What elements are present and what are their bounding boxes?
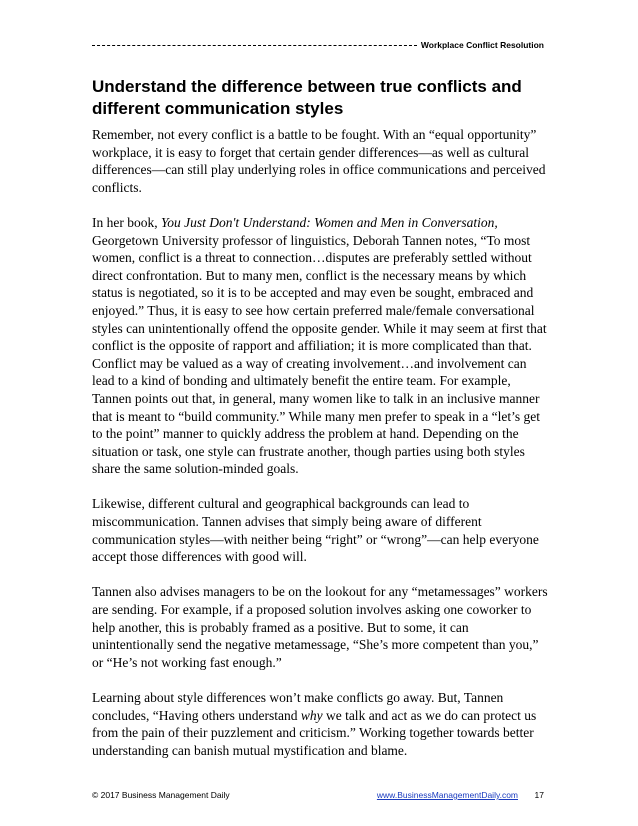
running-header — [92, 38, 544, 52]
article-body — [92, 126, 552, 777]
emphasis-why: why — [300, 707, 323, 723]
paragraph-4: Tannen also advises managers to be on the lookout for any “metamessages” workers are sending. For example, if a proposed solution involves asking one coworker to help another, this is probably framed as a positive. But to some, it can unintentionally send the negative metamessage, “She’s more competent than you,” or “He’s not working fast enough.” — [92, 584, 548, 670]
header-dashed-rule — [92, 45, 417, 46]
paragraph-5-intro: Learning about style differences won’t make conflicts go away. But, Tannen concludes, “Having others understand — [92, 690, 504, 723]
paragraph-5 — [92, 689, 552, 759]
section-heading: Understand the difference between true conflicts and different communication styles — [92, 77, 522, 118]
paragraph-2-intro: In her book, — [92, 214, 161, 230]
paragraph-5-body: we talk and act as we do can protect us from the pain of their puzzlement and criticism.” Working together towards better understanding can banish mutual mystification and blame. — [92, 707, 537, 758]
paragraph-1: Remember, not every conflict is a battle to be fought. With an “equal opportunity” workplace, it is easy to forget that certain gender differences—as well as cultural differences—can still play underlying roles in office communications and perceived conflicts. — [92, 127, 546, 195]
page-footer — [92, 789, 544, 801]
page-number: 17 — [534, 790, 544, 800]
paragraph-2-body: Georgetown University professor of linguistics, Deborah Tannen notes, “To most women, conflict is a threat to connection…disputes are preferably settled without direct confrontation. But to many men, conflict is the necessary means by which status is negotiated, so it is to be accepted and may even be sought, embraced and enjoyed.” Thus, it is easy to see how certain preferred male/female conversational styles can unintentionally offend the opposite gender. While it may seem at first that conflict is the opposite of rapport and affiliation; it is more complicated than that. Conflict may be valued as a way of creating involvement…and involvement can lead to a kind of bonding and ultimately benefit the entire team. For example, Tannen points out that, in general, many women like to talk in an inclusive manner that is meant to “build community.” While many men prefer to speak in a “let’s get to the point” manner to quickly address the problem at hand. Depending on the situation or task, one style can frustrate another, though parties using both styles share the same solution-minded goals. — [92, 232, 547, 477]
paragraph-2 — [92, 214, 552, 478]
paragraph-3: Likewise, different cultural and geographical backgrounds can lead to miscommunication. Tannen advises that simply being aware of different communication styles—with neither being “right” or “wrong”—can help everyone accept those differences with good will. — [92, 496, 539, 565]
website-link[interactable]: www.BusinessManagementDaily.com — [376, 790, 518, 800]
copyright-notice: © 2017 Business Management Daily — [92, 790, 230, 800]
book-title: You Just Don't Understand: Women and Men in Conversation, — [160, 214, 498, 230]
running-title: Workplace Conflict Resolution — [420, 40, 544, 50]
